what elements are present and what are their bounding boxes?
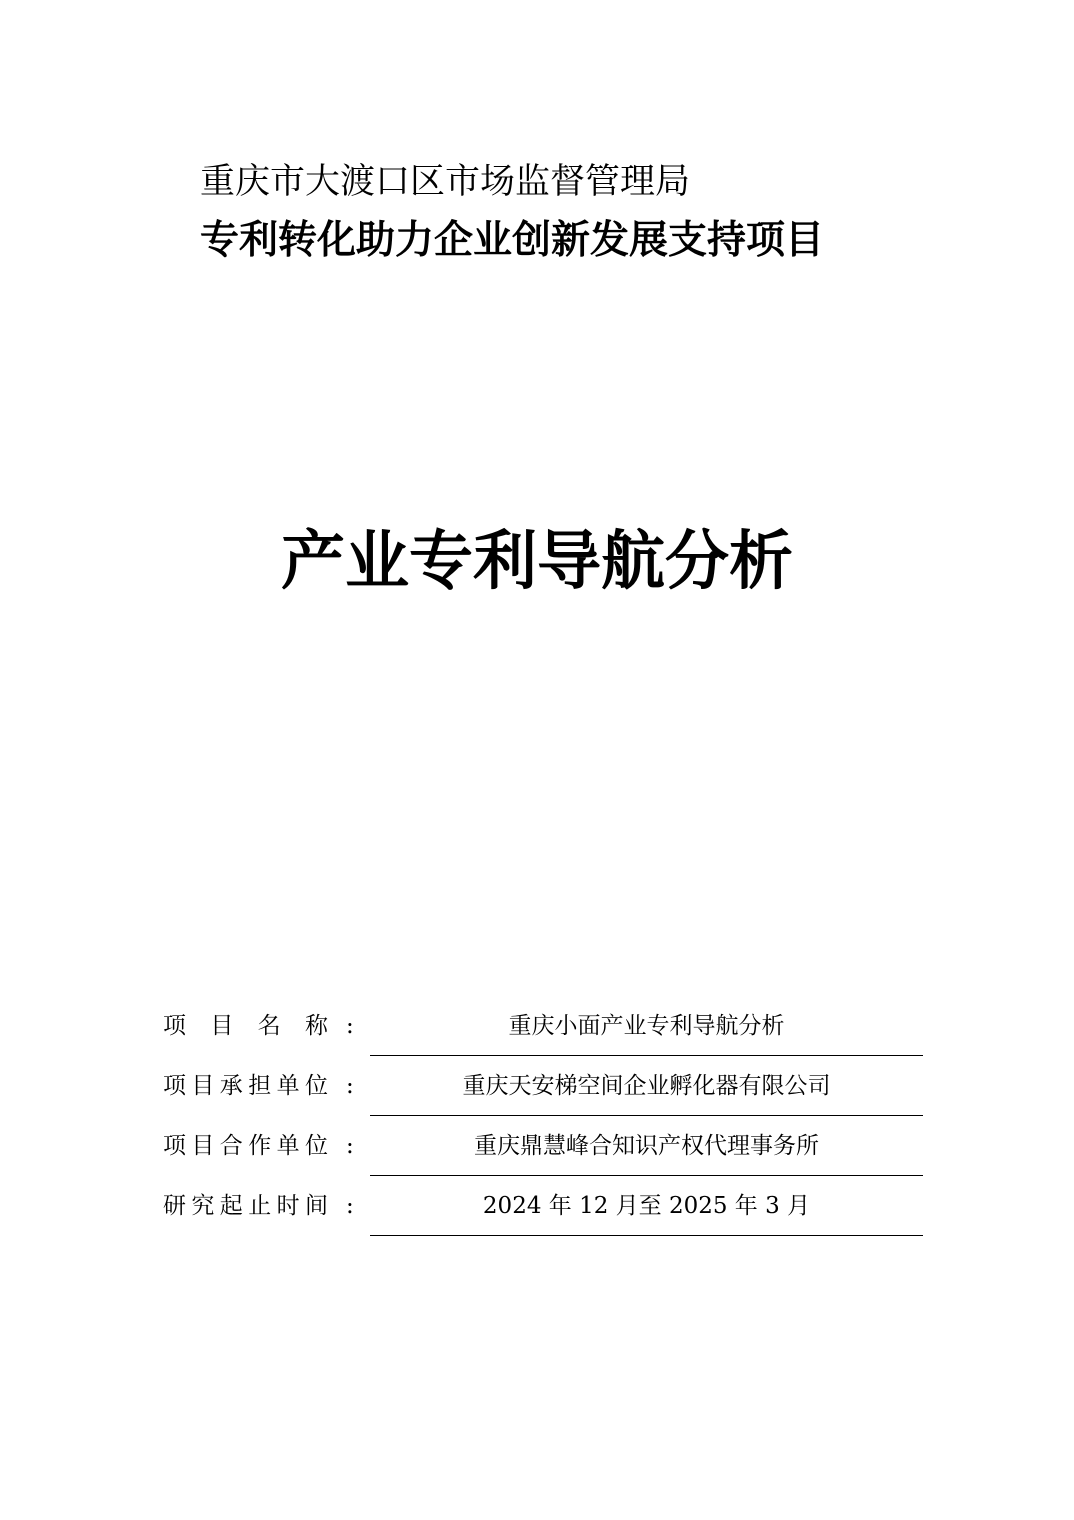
info-row-partner bbox=[163, 1120, 923, 1180]
issuer-name: 重庆市大渡口区市场监督管理局 bbox=[200, 162, 691, 202]
program-name: 专利转化助力企业创新发展支持项目 bbox=[200, 218, 825, 263]
info-value: 2024 年 12 月至 2025 年 3 月 bbox=[370, 1190, 923, 1236]
info-label: 项目名称 bbox=[163, 1013, 328, 1039]
info-colon: : bbox=[346, 1193, 354, 1219]
document-title: 产业专利导航分析 bbox=[281, 524, 793, 599]
info-value: 重庆鼎慧峰合知识产权代理事务所 bbox=[370, 1130, 923, 1176]
info-colon: : bbox=[346, 1073, 354, 1099]
info-colon: : bbox=[346, 1013, 354, 1039]
info-label: 项目承担单位 bbox=[163, 1073, 328, 1099]
info-colon: : bbox=[346, 1133, 354, 1159]
info-row-undertaker bbox=[163, 1060, 923, 1120]
project-info-table bbox=[163, 1000, 923, 1240]
info-label: 研究起止时间 bbox=[163, 1193, 328, 1219]
info-value: 重庆小面产业专利导航分析 bbox=[370, 1010, 923, 1056]
info-row-project-name bbox=[163, 1000, 923, 1060]
info-label: 项目合作单位 bbox=[163, 1133, 328, 1159]
info-value: 重庆天安梯空间企业孵化器有限公司 bbox=[370, 1070, 923, 1116]
info-row-period bbox=[163, 1180, 923, 1240]
